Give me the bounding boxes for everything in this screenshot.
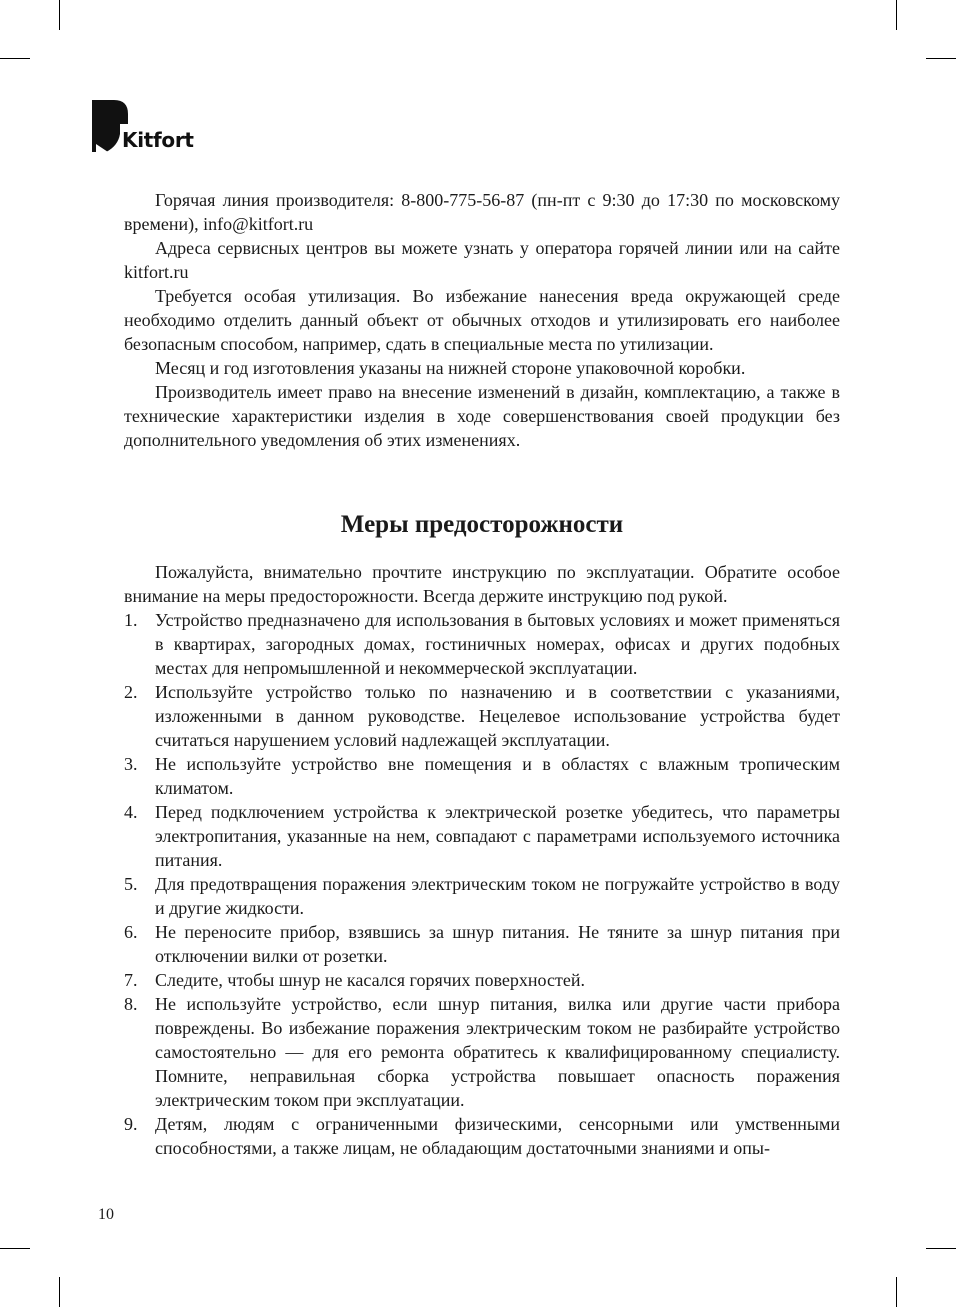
manufacture-date-paragraph: Месяц и год изготовления указаны на нижней стороне упаковочной коробки. bbox=[155, 358, 746, 378]
list-item-text: Перед подключением устройства к электрической розетке убедитесь, что параметры электропитания, указанные на нем, совпадают с параметрами используемого источника питания. bbox=[155, 802, 840, 870]
crop-mark bbox=[896, 0, 897, 30]
crop-mark bbox=[926, 1248, 956, 1249]
list-item bbox=[124, 992, 840, 1112]
list-item bbox=[124, 968, 840, 992]
list-item-number: 9. bbox=[124, 1114, 138, 1134]
section-title: Меры предосторожности bbox=[340, 511, 624, 538]
list-item-text: Используйте устройство только по назначению и в соответствии с указаниями, изложенными в данном руководстве. Нецелевое использование устройства будет считаться нарушением условий надлежащей эксплуатации. bbox=[155, 682, 840, 750]
list-item bbox=[124, 872, 840, 920]
list-item-number: 6. bbox=[124, 922, 138, 942]
list-item bbox=[124, 920, 840, 968]
list-item-number: 4. bbox=[124, 802, 138, 822]
disposal-paragraph: Требуется особая утилизация. Во избежание нанесения вреда окружающей среде необходимо отделить данный объект от обычных отходов и утилизировать его наиболее безопасным способом, например, сдать в специальные места по утилизации. bbox=[124, 286, 840, 354]
document-body bbox=[124, 188, 840, 1160]
list-item-text: Не используйте устройство вне помещения и в областях с влажным тропическим климатом. bbox=[155, 754, 840, 798]
list-item-number: 2. bbox=[124, 682, 138, 702]
list-item-text: Следите, чтобы шнур не касался горячих поверхностей. bbox=[155, 970, 585, 990]
list-item-number: 1. bbox=[124, 610, 138, 630]
list-item-number: 8. bbox=[124, 994, 138, 1014]
list-item bbox=[124, 608, 840, 680]
list-item-number: 3. bbox=[124, 754, 138, 774]
list-item-text: Устройство предназначено для использования в бытовых условиях и может применяться в квартирах, загородных домах, гостиничных номерах, офисах и других подобных местах для непромышленной и некоммерческой эксплуатации. bbox=[155, 610, 840, 678]
crop-mark bbox=[0, 58, 30, 59]
kitfort-logo bbox=[92, 100, 222, 160]
changes-paragraph: Производитель имеет право на внесение изменений в дизайн, комплектацию, а также в технические характеристики изделия в ходе совершенствования своей продукции без дополнительного уведомления об этих изменениях. bbox=[124, 382, 840, 450]
hotline-paragraph: Горячая линия производителя: 8-800-775-56-87 (пн-пт с 9:30 до 17:30 по московскому времени), info@kitfort.ru bbox=[124, 190, 840, 234]
precautions-list bbox=[124, 608, 840, 1160]
page-number: 10 bbox=[98, 1206, 114, 1223]
list-item bbox=[124, 680, 840, 752]
heading-gap bbox=[124, 540, 840, 560]
list-item-text: Для предотвращения поражения электрическим током не погружайте устройство в воду и другие жидкости. bbox=[155, 874, 840, 918]
list-item bbox=[124, 1112, 840, 1160]
list-item bbox=[124, 752, 840, 800]
crop-mark bbox=[59, 0, 60, 30]
crop-mark bbox=[0, 1248, 30, 1249]
crop-mark bbox=[59, 1277, 60, 1307]
service-centers-paragraph: Адреса сервисных центров вы можете узнать у оператора горячей линии или на сайте kitfort.ru bbox=[124, 238, 840, 282]
section-gap bbox=[124, 452, 840, 510]
list-item-text: Не используйте устройство, если шнур питания, вилка или другие части прибора повреждены. Во избежание поражения электрическим током не разбирайте устройство самостоятельно — для его ремонта обратитесь к квалифицированному специалисту. Помните, неправильная сборка устройства повышает опасность поражения электрическим током при эксплуатации. bbox=[155, 994, 840, 1110]
section-lead: Пожалуйста, внимательно прочтите инструкцию по эксплуатации. Обратите особое внимание на меры предосторожности. Всегда держите инструкцию под рукой. bbox=[124, 562, 840, 606]
crop-mark bbox=[926, 58, 956, 59]
list-item-text: Не переносите прибор, взявшись за шнур питания. Не тяните за шнур питания при отключении вилки от розетки. bbox=[155, 922, 840, 966]
list-item-text: Детям, людям с ограниченными физическими, сенсорными или умственными способностями, а также лицам, не обладающим достаточными знаниями и опы- bbox=[155, 1114, 840, 1158]
list-item-number: 7. bbox=[124, 970, 138, 990]
list-item-number: 5. bbox=[124, 874, 138, 894]
list-item bbox=[124, 800, 840, 872]
kitfort-logo-text: Kitfort bbox=[122, 128, 194, 152]
crop-mark bbox=[896, 1277, 897, 1307]
